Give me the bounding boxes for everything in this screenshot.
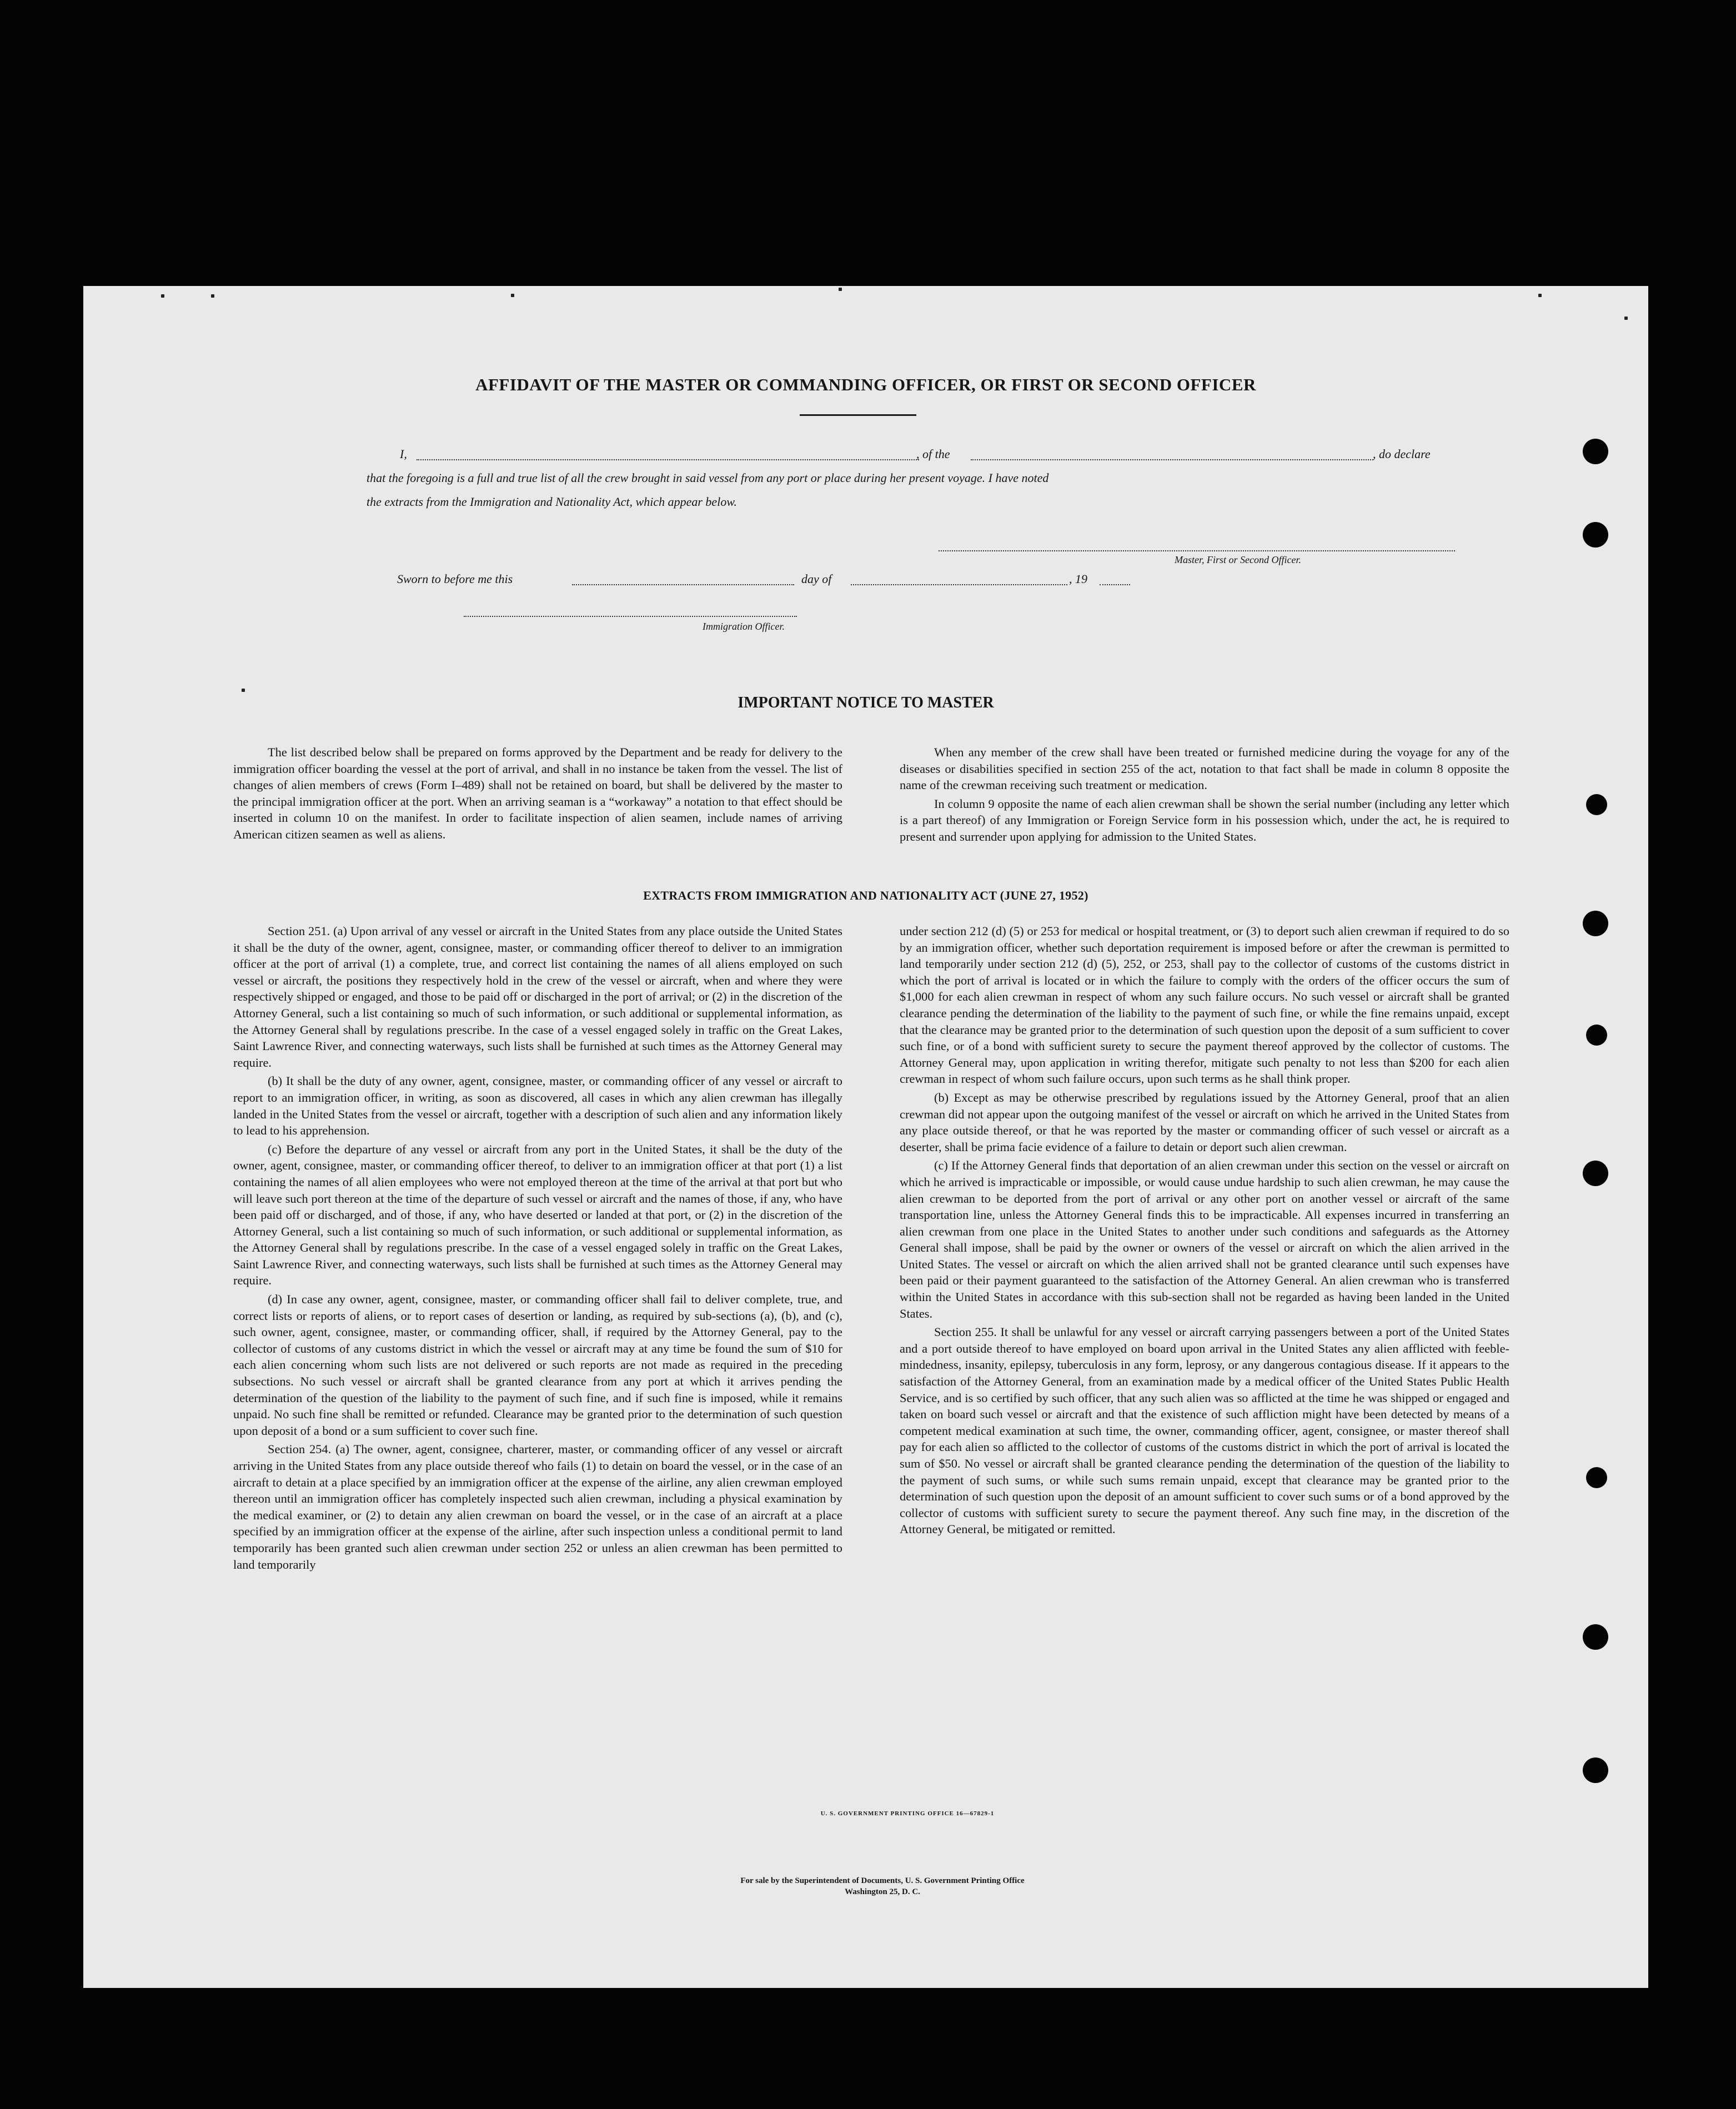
extract-paragraph: (b) It shall be the duty of any owner, agent, consignee, master, or commanding officer of any vessel or aircraft to report to an immigration officer, in writing, as soon as discovered, all cases in which any alien crewman has illegally landed in the United States from the vessel or aircraft, together with a description of such alien and any information likely to lead to his apprehension. (233, 1074, 842, 1138)
form-sheet (83, 286, 1648, 1988)
extract-paragraph: (d) In case any owner, agent, consignee, master, or commanding officer shall fail to deliver complete, true, and correct lists or reports of aliens, or to report cases of desertion or landing, as required by sub-sections (a), (b), and (c), such owner, agent, consignee, master, or commanding officer, shall, if required by the Attorney General, pay to the collector of customs of any customs district in which the vessel or aircraft may at any time be found the sum of $10 for each alien concerning whom such lists are not delivered or such reports are not made as required in the preceding subsections. No such vessel or aircraft shall be granted clearance from any port at which it arrives pending the determination of the question of the liability to the payment of such fine, and if such fine is imposed, while it remains unpaid. No such fine shall be remitted or refunded. Clearance may be granted prior to the determination of such question upon deposit of a bond or a sum sufficient to cover such fine. (233, 1292, 842, 1438)
notice-left-column (233, 744, 842, 845)
extracts-right-column (900, 923, 1509, 1540)
sale-notice (83, 1875, 1648, 1897)
declarant-name-field[interactable] (417, 459, 919, 460)
master-signature-field[interactable] (939, 550, 1455, 551)
year-label: , 19 (1069, 572, 1087, 586)
punch-hole (1586, 794, 1607, 815)
punch-hole (1583, 1161, 1608, 1186)
vessel-name-field[interactable] (971, 459, 1373, 460)
punch-hole (1586, 1467, 1607, 1488)
sworn-month-field[interactable] (851, 584, 1067, 585)
notice-title: IMPORTANT NOTICE TO MASTER (737, 694, 994, 711)
punch-hole (1583, 522, 1608, 548)
sale-line-1: For sale by the Superintendent of Documents, U. S. Government Printing Office (740, 1876, 1025, 1885)
day-of-label: day of (801, 572, 832, 586)
master-caption: Master, First or Second Officer. (1175, 554, 1301, 565)
punch-hole (1583, 1758, 1608, 1783)
of-the-label: , of the (916, 447, 950, 461)
title-rule (800, 414, 916, 416)
speck (511, 294, 514, 297)
sale-line-2: Washington 25, D. C. (845, 1887, 920, 1896)
extract-paragraph: (c) Before the departure of any vessel or aircraft from any port in the United States, it shall be the duty of the owner, agent, consignee, master, or commanding officer thereof, to deliver to an immigration officer at that port (1) a list containing the names of all alien employees who were not employed thereon at the time of the arrival at that port but who will leave such port thereon at the time of the departure of such vessel or aircraft and the names of those, if any, who have been paid off or discharged, and of those, if any, who have deserted or landed at that port, or (2) in the discretion of the Attorney General, such a list containing so much of such information, or such additional or supplemental information, as the Attorney General shall by regulations prescribe. In the case of a vessel engaged solely in traffic on the Great Lakes, Saint Lawrence River, and connecting waterways, such lists shall be furnished at such times as the Attorney General may require. (233, 1142, 842, 1288)
punch-hole (1586, 1025, 1607, 1046)
sworn-year-field[interactable] (1100, 584, 1130, 585)
punch-hole (1583, 439, 1608, 464)
notice-paragraph: When any member of the crew shall have been treated or furnished medicine during the voyage for any of the diseases or disabilities specified in section 255 of the act, notation to that fact shall be made in column 8 opposite the name of the crewman receiving such treatment or medication. (900, 745, 1509, 792)
extract-paragraph: Section 255. It shall be unlawful for any vessel or aircraft carrying passengers between a port of the United States and a port outside thereof to have employed on board upon arrival in the United States any alien afflicted with feeble-mindedness, insanity, epilepsy, tuberculosis in any form, leprosy, or any dangerous contagious disease. If it appears to the satisfaction of the Attorney General, from an examination made by a medical officer of the United States Public Health Service, and is so certified by such officer, that any such alien was so afflicted at the time he was shipped or engaged and taken on board such vessel or aircraft and that the existence of such affliction might have been detected by means of a competent medical examination at such time, the owner, commanding officer, agent, consignee, or master thereof shall pay for each alien so afflicted to the collector of customs of the customs district in which the port of arrival is located the sum of $50. No vessel or aircraft shall be granted clearance pending the determination of the question of the liability to the payment of such sums, or while such sums remain unpaid, except that clearance may be granted prior to the determination of such question upon the deposit of an amount sufficient to cover such sums or of a bond approved by the collector of customs with sufficient surety to secure the payment thereof. Any such fine may, in the discretion of the Attorney General, be mitigated or remitted. (900, 1325, 1509, 1536)
declaration-line-1: that the foregoing is a full and true list of all the crew brought in said vessel from any port or place during her present voyage. I have noted (367, 471, 1049, 485)
notice-paragraph: The list described below shall be prepared on forms approved by the Department and be ready for delivery to the immigration officer boarding the vessel at the port of arrival, and shall in no instance be taken from the vessel. The list of changes of alien members of crews (Form I–489) shall not be retained on board, but shall be delivered by the master to the principal immigration officer at the port. When an arriving seaman is a “workaway” a notation to that effect should be inserted in column 10 on the manifest. In order to facilitate inspection of alien seamen, include names of arriving American citizen seamen as well as aliens. (233, 745, 842, 841)
do-declare-label: , do declare (1373, 447, 1431, 461)
speck (242, 689, 245, 692)
notice-paragraph: In column 9 opposite the name of each alien crewman shall be shown the serial number (including any letter which is a part thereof) of any Immigration or Foreign Service form in his possession which, under the act, he is required to present and surrender upon applying for admission to the United States. (900, 796, 1509, 843)
extract-paragraph: (b) Except as may be otherwise prescribed by regulations issued by the Attorney General, proof that an alien crewman did not appear upon the outgoing manifest of the vessel or aircraft on which he arrived in the United States from any place outside thereof, or that he was reported by the master or commanding officer of such vessel or aircraft as a deserter, shall be prima facie evidence of a failure to detain or deport such alien crewman. (900, 1090, 1509, 1154)
notice-right-column (900, 744, 1509, 847)
punch-hole (1583, 911, 1608, 936)
speck (1538, 294, 1542, 297)
extract-paragraph: Section 251. (a) Upon arrival of any vessel or aircraft in the United States from any place outside the United States it shall be the duty of the owner, agent, consignee, master, or commanding officer thereof to deliver to an immigration officer at the port of arrival (1) a complete, true, and correct list containing the names of all aliens employed on such vessel or aircraft, the positions they respectively hold in the crew of the vessel or aircraft, when and where they were respectively shipped or engaged, and those to be paid off or discharged in the port of arrival; or (2) in the discretion of the Attorney General, such a list containing so much of such information, or such additional or supplemental information, as the Attorney General shall by regulations prescribe. In the case of a vessel engaged solely in traffic on the Great Lakes, Saint Lawrence River, and connecting waterways, such lists shall be furnished at such times as the Attorney General may require. (233, 924, 842, 1069)
speck (1624, 317, 1628, 320)
declaration-line-2: the extracts from the Immigration and Nationality Act, which appear below. (367, 495, 737, 509)
gpo-code: U. S. GOVERNMENT PRINTING OFFICE 16—67829-1 (820, 1810, 995, 1817)
extract-paragraph: Section 254. (a) The owner, agent, consignee, charterer, master, or commanding officer of any vessel or aircraft arriving in the United States from any place outside thereof who fails (1) to detain on board the vessel, or in the case of an aircraft to detain at a place specified by an immigration officer at the expense of the airline, any alien crewman employed thereon until an immigration officer has completely inspected such alien crewman, including a physical examination by the medical examiner, or (2) to detain any alien crewman on board the vessel, or in the case of an aircraft at a place specified by an immigration officer at the expense of the airline, after such inspection unless a conditional permit to land temporarily has been granted such alien crewman under section 252 or unless an alien crewman has been permitted to land temporarily (233, 1442, 842, 1571)
declarant-label: I, (400, 447, 407, 461)
extracts-title: EXTRACTS FROM IMMIGRATION AND NATIONALITY ACT (JUNE 27, 1952) (643, 888, 1088, 902)
extract-paragraph: under section 212 (d) (5) or 253 for medical or hospital treatment, or (3) to deport such alien crewman if required to do so by an immigration officer, whether such deportation requirement is imposed before or after the crewman is permitted to land temporarily under section 212 (d) (5), 252, or 253, shall pay to the collector of customs of the customs district in which the port of arrival is located or in which the failure to comply with the orders of the officer occurs the sum of $1,000 for each alien crewman in respect of whom any such failure occurs. No such vessel or aircraft shall be granted clearance pending the determination of the liability to the payment of such fine, or while the fine remains unpaid, except that the clearance may be granted prior to the determination of such question upon the deposit of a sum sufficient to cover such fine, or of a bond with sufficient surety to secure the payment thereof approved by the collector of customs. The Attorney General may, upon application in writing therefor, mitigate such penalty to not less than $200 for each alien crewman in respect of whom such failure occurs, upon such terms as he shall think proper. (900, 924, 1509, 1086)
sworn-day-field[interactable] (572, 584, 794, 585)
affidavit-title: AFFIDAVIT OF THE MASTER OR COMMANDING OFFICER, OR FIRST OR SECOND OFFICER (475, 375, 1256, 394)
officer-caption: Immigration Officer. (703, 621, 785, 632)
officer-signature-field[interactable] (464, 616, 797, 617)
extract-paragraph: (c) If the Attorney General finds that deportation of an alien crewman under this section on the vessel or aircraft on which he arrived is impracticable or impossible, or would cause undue hardship to such alien crewman, he may cause the alien crewman to be deported from the port of arrival or any other port on another vessel or aircraft of the same transportation line, unless the Attorney General finds this to be impracticable. All expenses incurred in transferring an alien crewman from one place in the United States to another under such conditions and safeguards as the Attorney General shall impose, shall be paid by the owner or owners of the vessel or aircraft on which the alien arrived in the United States. The vessel or aircraft on which the alien arrived shall not be granted clearance until such expenses have been paid or their payment guaranteed to the satisfaction of the Attorney General. An alien crewman who is transferred within the United States in accordance with this sub-section shall not be regarded as having been landed in the United States. (900, 1158, 1509, 1320)
extracts-left-column (233, 923, 842, 1575)
speck (161, 294, 164, 298)
sworn-label: Sworn to before me this (397, 572, 513, 586)
speck (839, 288, 842, 291)
speck (211, 294, 214, 298)
punch-hole (1583, 1624, 1608, 1650)
